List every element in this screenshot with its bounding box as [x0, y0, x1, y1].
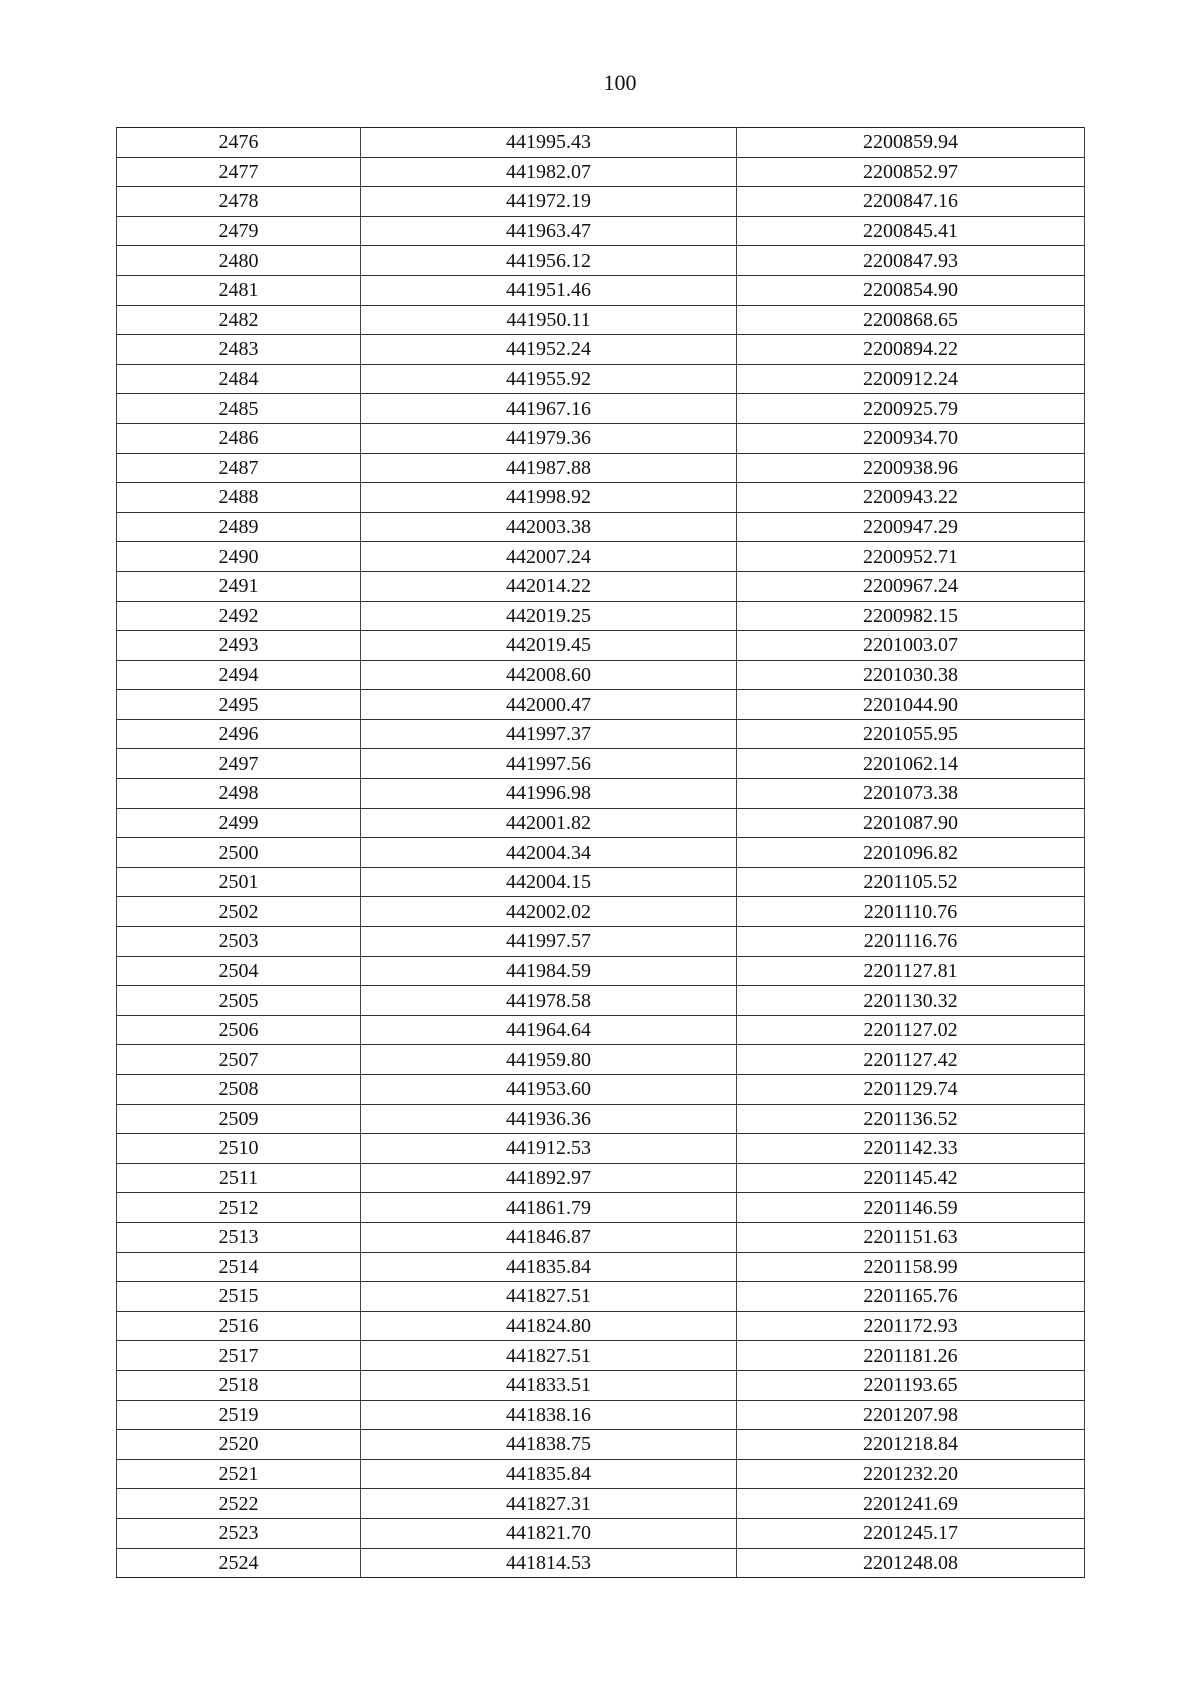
y-coordinate-cell: 2201146.59	[737, 1193, 1085, 1223]
x-coordinate-cell: 441846.87	[361, 1222, 737, 1252]
point-number-cell: 2485	[117, 394, 361, 424]
x-coordinate-cell: 441963.47	[361, 216, 737, 246]
x-coordinate-cell: 442001.82	[361, 808, 737, 838]
table-row	[117, 1134, 1085, 1164]
point-number-cell: 2511	[117, 1163, 361, 1193]
table-row	[117, 927, 1085, 957]
table-row	[117, 571, 1085, 601]
table-row	[117, 808, 1085, 838]
point-number-cell: 2489	[117, 512, 361, 542]
table-row	[117, 1104, 1085, 1134]
table-row	[117, 601, 1085, 631]
point-number-cell: 2487	[117, 453, 361, 483]
y-coordinate-cell: 2201127.42	[737, 1045, 1085, 1075]
y-coordinate-cell: 2201030.38	[737, 660, 1085, 690]
x-coordinate-cell: 442019.45	[361, 631, 737, 661]
table-row	[117, 1459, 1085, 1489]
page-number: 100	[603, 70, 637, 95]
point-number-cell: 2506	[117, 1015, 361, 1045]
table-row	[117, 1341, 1085, 1371]
table-row	[117, 1282, 1085, 1312]
y-coordinate-cell: 2201116.76	[737, 927, 1085, 957]
point-number-cell: 2510	[117, 1134, 361, 1164]
y-coordinate-cell: 2200845.41	[737, 216, 1085, 246]
y-coordinate-cell: 2201087.90	[737, 808, 1085, 838]
x-coordinate-cell: 441978.58	[361, 986, 737, 1016]
x-coordinate-cell: 441827.51	[361, 1341, 737, 1371]
table-row	[117, 690, 1085, 720]
x-coordinate-cell: 441824.80	[361, 1311, 737, 1341]
table-row	[117, 956, 1085, 986]
y-coordinate-cell: 2200912.24	[737, 364, 1085, 394]
x-coordinate-cell: 442008.60	[361, 660, 737, 690]
y-coordinate-cell: 2201165.76	[737, 1282, 1085, 1312]
table-row	[117, 660, 1085, 690]
y-coordinate-cell: 2200943.22	[737, 483, 1085, 513]
y-coordinate-cell: 2201142.33	[737, 1134, 1085, 1164]
table-row	[117, 128, 1085, 158]
coordinates-table	[116, 127, 1085, 1578]
table-row	[117, 335, 1085, 365]
y-coordinate-cell: 2200859.94	[737, 128, 1085, 158]
point-number-cell: 2524	[117, 1548, 361, 1578]
y-coordinate-cell: 2200868.65	[737, 305, 1085, 335]
point-number-cell: 2482	[117, 305, 361, 335]
point-number-cell: 2493	[117, 631, 361, 661]
point-number-cell: 2479	[117, 216, 361, 246]
point-number-cell: 2478	[117, 187, 361, 217]
point-number-cell: 2495	[117, 690, 361, 720]
table-row	[117, 364, 1085, 394]
y-coordinate-cell: 2200854.90	[737, 275, 1085, 305]
table-row	[117, 483, 1085, 513]
y-coordinate-cell: 2201062.14	[737, 749, 1085, 779]
point-number-cell: 2497	[117, 749, 361, 779]
y-coordinate-cell: 2200952.71	[737, 542, 1085, 572]
table-row	[117, 423, 1085, 453]
y-coordinate-cell: 2201218.84	[737, 1430, 1085, 1460]
y-coordinate-cell: 2200967.24	[737, 571, 1085, 601]
table-row	[117, 1163, 1085, 1193]
x-coordinate-cell: 442004.34	[361, 838, 737, 868]
x-coordinate-cell: 441892.97	[361, 1163, 737, 1193]
y-coordinate-cell: 2201241.69	[737, 1489, 1085, 1519]
x-coordinate-cell: 441956.12	[361, 246, 737, 276]
y-coordinate-cell: 2201207.98	[737, 1400, 1085, 1430]
y-coordinate-cell: 2200947.29	[737, 512, 1085, 542]
table-row	[117, 1430, 1085, 1460]
point-number-cell: 2492	[117, 601, 361, 631]
x-coordinate-cell: 441953.60	[361, 1075, 737, 1105]
point-number-cell: 2516	[117, 1311, 361, 1341]
point-number-cell: 2486	[117, 423, 361, 453]
point-number-cell: 2491	[117, 571, 361, 601]
y-coordinate-cell: 2201130.32	[737, 986, 1085, 1016]
point-number-cell: 2481	[117, 275, 361, 305]
table-row	[117, 838, 1085, 868]
point-number-cell: 2508	[117, 1075, 361, 1105]
y-coordinate-cell: 2201136.52	[737, 1104, 1085, 1134]
table-row	[117, 749, 1085, 779]
table-row	[117, 779, 1085, 809]
x-coordinate-cell: 441827.31	[361, 1489, 737, 1519]
x-coordinate-cell: 441998.92	[361, 483, 737, 513]
x-coordinate-cell: 441861.79	[361, 1193, 737, 1223]
x-coordinate-cell: 441972.19	[361, 187, 737, 217]
table-row	[117, 1222, 1085, 1252]
point-number-cell: 2502	[117, 897, 361, 927]
point-number-cell: 2513	[117, 1222, 361, 1252]
point-number-cell: 2512	[117, 1193, 361, 1223]
y-coordinate-cell: 2201127.81	[737, 956, 1085, 986]
table-row	[117, 1518, 1085, 1548]
x-coordinate-cell: 441967.16	[361, 394, 737, 424]
y-coordinate-cell: 2201129.74	[737, 1075, 1085, 1105]
point-number-cell: 2505	[117, 986, 361, 1016]
x-coordinate-cell: 441838.75	[361, 1430, 737, 1460]
y-coordinate-cell: 2200847.16	[737, 187, 1085, 217]
point-number-cell: 2500	[117, 838, 361, 868]
point-number-cell: 2501	[117, 867, 361, 897]
point-number-cell: 2477	[117, 157, 361, 187]
point-number-cell: 2509	[117, 1104, 361, 1134]
y-coordinate-cell: 2201096.82	[737, 838, 1085, 868]
table-row	[117, 275, 1085, 305]
x-coordinate-cell: 441950.11	[361, 305, 737, 335]
point-number-cell: 2494	[117, 660, 361, 690]
x-coordinate-cell: 441835.84	[361, 1459, 737, 1489]
y-coordinate-cell: 2200925.79	[737, 394, 1085, 424]
x-coordinate-cell: 441959.80	[361, 1045, 737, 1075]
x-coordinate-cell: 442004.15	[361, 867, 737, 897]
point-number-cell: 2499	[117, 808, 361, 838]
x-coordinate-cell: 441995.43	[361, 128, 737, 158]
x-coordinate-cell: 441979.36	[361, 423, 737, 453]
y-coordinate-cell: 2200938.96	[737, 453, 1085, 483]
y-coordinate-cell: 2200934.70	[737, 423, 1085, 453]
x-coordinate-cell: 441838.16	[361, 1400, 737, 1430]
y-coordinate-cell: 2201158.99	[737, 1252, 1085, 1282]
y-coordinate-cell: 2201232.20	[737, 1459, 1085, 1489]
x-coordinate-cell: 441987.88	[361, 453, 737, 483]
x-coordinate-cell: 441955.92	[361, 364, 737, 394]
y-coordinate-cell: 2201145.42	[737, 1163, 1085, 1193]
x-coordinate-cell: 441984.59	[361, 956, 737, 986]
table-row	[117, 1548, 1085, 1578]
y-coordinate-cell: 2201105.52	[737, 867, 1085, 897]
table-row	[117, 453, 1085, 483]
x-coordinate-cell: 441936.36	[361, 1104, 737, 1134]
y-coordinate-cell: 2200852.97	[737, 157, 1085, 187]
x-coordinate-cell: 442000.47	[361, 690, 737, 720]
table-row	[117, 157, 1085, 187]
y-coordinate-cell: 2201151.63	[737, 1222, 1085, 1252]
point-number-cell: 2484	[117, 364, 361, 394]
table-row	[117, 1075, 1085, 1105]
y-coordinate-cell: 2201193.65	[737, 1370, 1085, 1400]
x-coordinate-cell: 441814.53	[361, 1548, 737, 1578]
x-coordinate-cell: 441821.70	[361, 1518, 737, 1548]
table-row	[117, 512, 1085, 542]
y-coordinate-cell: 2201127.02	[737, 1015, 1085, 1045]
y-coordinate-cell: 2201172.93	[737, 1311, 1085, 1341]
x-coordinate-cell: 441997.56	[361, 749, 737, 779]
x-coordinate-cell: 441982.07	[361, 157, 737, 187]
y-coordinate-cell: 2201248.08	[737, 1548, 1085, 1578]
point-number-cell: 2498	[117, 779, 361, 809]
x-coordinate-cell: 442007.24	[361, 542, 737, 572]
table-row	[117, 897, 1085, 927]
x-coordinate-cell: 441996.98	[361, 779, 737, 809]
point-number-cell: 2517	[117, 1341, 361, 1371]
y-coordinate-cell: 2200847.93	[737, 246, 1085, 276]
x-coordinate-cell: 441833.51	[361, 1370, 737, 1400]
point-number-cell: 2504	[117, 956, 361, 986]
x-coordinate-cell: 442014.22	[361, 571, 737, 601]
table-row	[117, 216, 1085, 246]
table-row	[117, 187, 1085, 217]
table-row	[117, 1370, 1085, 1400]
x-coordinate-cell: 442003.38	[361, 512, 737, 542]
point-number-cell: 2488	[117, 483, 361, 513]
x-coordinate-cell: 441964.64	[361, 1015, 737, 1045]
x-coordinate-cell: 441997.57	[361, 927, 737, 957]
table-row	[117, 631, 1085, 661]
y-coordinate-cell: 2200894.22	[737, 335, 1085, 365]
point-number-cell: 2476	[117, 128, 361, 158]
point-number-cell: 2483	[117, 335, 361, 365]
y-coordinate-cell: 2201003.07	[737, 631, 1085, 661]
table-row	[117, 1400, 1085, 1430]
point-number-cell: 2503	[117, 927, 361, 957]
table-row	[117, 1311, 1085, 1341]
point-number-cell: 2521	[117, 1459, 361, 1489]
table-row	[117, 1193, 1085, 1223]
y-coordinate-cell: 2201245.17	[737, 1518, 1085, 1548]
table-row	[117, 305, 1085, 335]
point-number-cell: 2520	[117, 1430, 361, 1460]
point-number-cell: 2480	[117, 246, 361, 276]
x-coordinate-cell: 441997.37	[361, 719, 737, 749]
x-coordinate-cell: 441951.46	[361, 275, 737, 305]
point-number-cell: 2507	[117, 1045, 361, 1075]
table-row	[117, 867, 1085, 897]
table-row	[117, 986, 1085, 1016]
x-coordinate-cell: 441835.84	[361, 1252, 737, 1282]
table-row	[117, 394, 1085, 424]
point-number-cell: 2518	[117, 1370, 361, 1400]
point-number-cell: 2496	[117, 719, 361, 749]
point-number-cell: 2519	[117, 1400, 361, 1430]
coordinates-table-body	[117, 128, 1085, 1578]
table-row	[117, 1489, 1085, 1519]
table-row	[117, 1252, 1085, 1282]
x-coordinate-cell: 442002.02	[361, 897, 737, 927]
point-number-cell: 2523	[117, 1518, 361, 1548]
y-coordinate-cell: 2201181.26	[737, 1341, 1085, 1371]
x-coordinate-cell: 441827.51	[361, 1282, 737, 1312]
y-coordinate-cell: 2200982.15	[737, 601, 1085, 631]
table-row	[117, 719, 1085, 749]
point-number-cell: 2515	[117, 1282, 361, 1312]
table-row	[117, 246, 1085, 276]
point-number-cell: 2490	[117, 542, 361, 572]
x-coordinate-cell: 441952.24	[361, 335, 737, 365]
y-coordinate-cell: 2201110.76	[737, 897, 1085, 927]
table-row	[117, 1015, 1085, 1045]
point-number-cell: 2514	[117, 1252, 361, 1282]
table-row	[117, 542, 1085, 572]
x-coordinate-cell: 442019.25	[361, 601, 737, 631]
table-row	[117, 1045, 1085, 1075]
point-number-cell: 2522	[117, 1489, 361, 1519]
x-coordinate-cell: 441912.53	[361, 1134, 737, 1164]
y-coordinate-cell: 2201073.38	[737, 779, 1085, 809]
y-coordinate-cell: 2201044.90	[737, 690, 1085, 720]
y-coordinate-cell: 2201055.95	[737, 719, 1085, 749]
